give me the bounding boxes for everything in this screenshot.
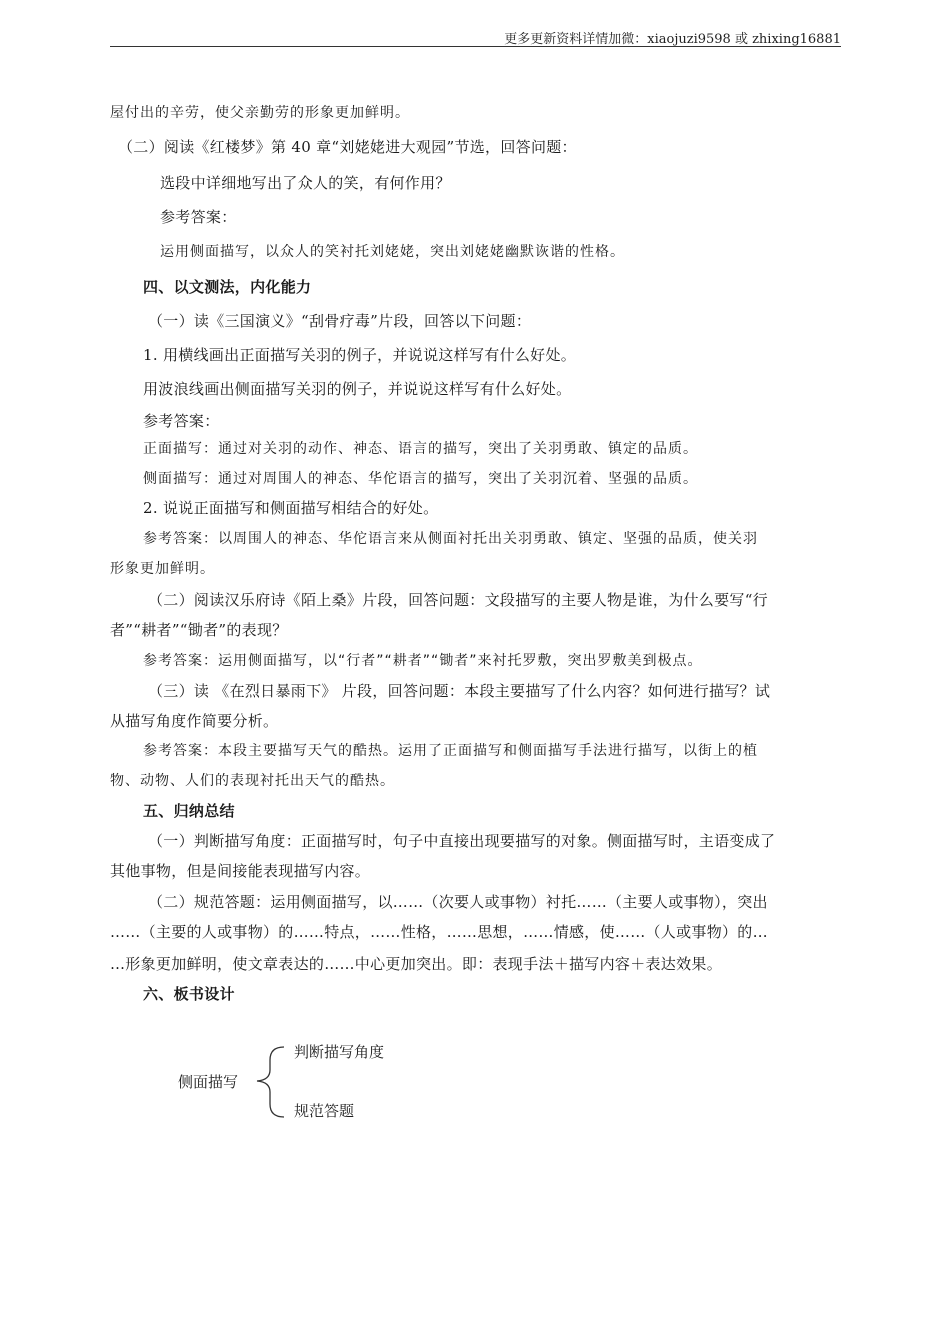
question-text: 选段中详细地写出了众人的笑，有何作用？	[160, 174, 451, 192]
question-heading: （一）读《三国演义》“刮骨疗毒”片段，回答以下问题：	[148, 312, 532, 330]
answer-label: 参考答案：	[143, 412, 220, 430]
paragraph-line: 屋付出的辛劳，使父亲勤劳的形象更加鲜明。	[110, 105, 410, 121]
board-branch-label: 规范答题	[294, 1102, 355, 1120]
brace-icon	[257, 1047, 284, 1117]
answer-text: 参考答案：以周围人的神态、华佗语言来从侧面衬托出关羽勇敢、镇定、坚强的品质，使关羽	[143, 531, 758, 547]
answer-text: 形象更加鲜明。	[110, 561, 215, 577]
answer-label: 参考答案：	[160, 208, 237, 226]
summary-text: （一）判断描写角度：正面描写时，句子中直接出现要描写的对象。侧面描写时，主语变成了	[148, 832, 776, 850]
section-heading-6: 六、板书设计	[143, 985, 235, 1003]
answer-text: 正面描写：通过对关羽的动作、神态、语言的描写，突出了关羽勇敢、镇定的品质。	[143, 441, 698, 457]
question-text: 用波浪线画出侧面描写关羽的例子，并说说这样写有什么好处。	[143, 380, 572, 398]
question-heading: （三）读 《在烈日暴雨下》 片段，回答问题：本段主要描写了什么内容？如何进行描写？试	[148, 682, 771, 700]
answer-text: 运用侧面描写，以众人的笑衬托刘姥姥，突出刘姥姥幽默诙谐的性格。	[160, 244, 625, 260]
section-heading-5: 五、归纳总结	[143, 802, 235, 820]
question-text: 者”“耕者”“锄者”的表现？	[110, 621, 288, 639]
summary-text: （二）规范答题：运用侧面描写，以……（次要人或事物）衬托……（主要人或事物），突出	[148, 893, 768, 911]
header-contact-text: 更多更新资料详情加微：xiaojuzi9598 或 zhixing16881	[504, 32, 841, 47]
question-text: 从描写角度作简要分析。	[110, 712, 279, 730]
answer-text: 侧面描写：通过对周围人的神态、华佗语言的描写，突出了关羽沉着、坚强的品质。	[143, 471, 698, 487]
board-branch-label: 判断描写角度	[294, 1043, 385, 1061]
answer-text: 参考答案：运用侧面描写，以“行者”“耕者”“锄者”来衬托罗敷，突出罗敷美到极点。	[143, 653, 703, 669]
question-text: 1. 用横线画出正面描写关羽的例子，并说说这样写有什么好处。	[143, 346, 577, 364]
question-heading: （二）阅读《红楼梦》第 40 章“刘姥姥进大观园”节选，回答问题：	[118, 138, 577, 156]
summary-text: 其他事物，但是间接能表现描写内容。	[110, 862, 371, 880]
summary-text: …形象更加鲜明，使文章表达的……中心更加突出。即：表现手法＋描写内容＋表达效果。	[110, 955, 723, 973]
question-heading: （二）阅读汉乐府诗《陌上桑》片段，回答问题：文段描写的主要人物是谁，为什么要写“行	[148, 591, 768, 609]
question-text: 2. 说说正面描写和侧面描写相结合的好处。	[143, 499, 439, 517]
answer-text: 物、动物、人们的表现衬托出天气的酷热。	[110, 773, 395, 789]
page-header	[110, 26, 841, 47]
section-heading-4: 四、以文测法，内化能力	[143, 278, 312, 296]
answer-text: 参考答案：本段主要描写天气的酷热。运用了正面描写和侧面描写手法进行描写，以街上的植	[143, 743, 758, 759]
board-root-label: 侧面描写	[178, 1073, 239, 1091]
summary-text: ……（主要的人或事物）的……特点，……性格，……思想，……情感，使……（人或事物）的…	[110, 923, 768, 941]
